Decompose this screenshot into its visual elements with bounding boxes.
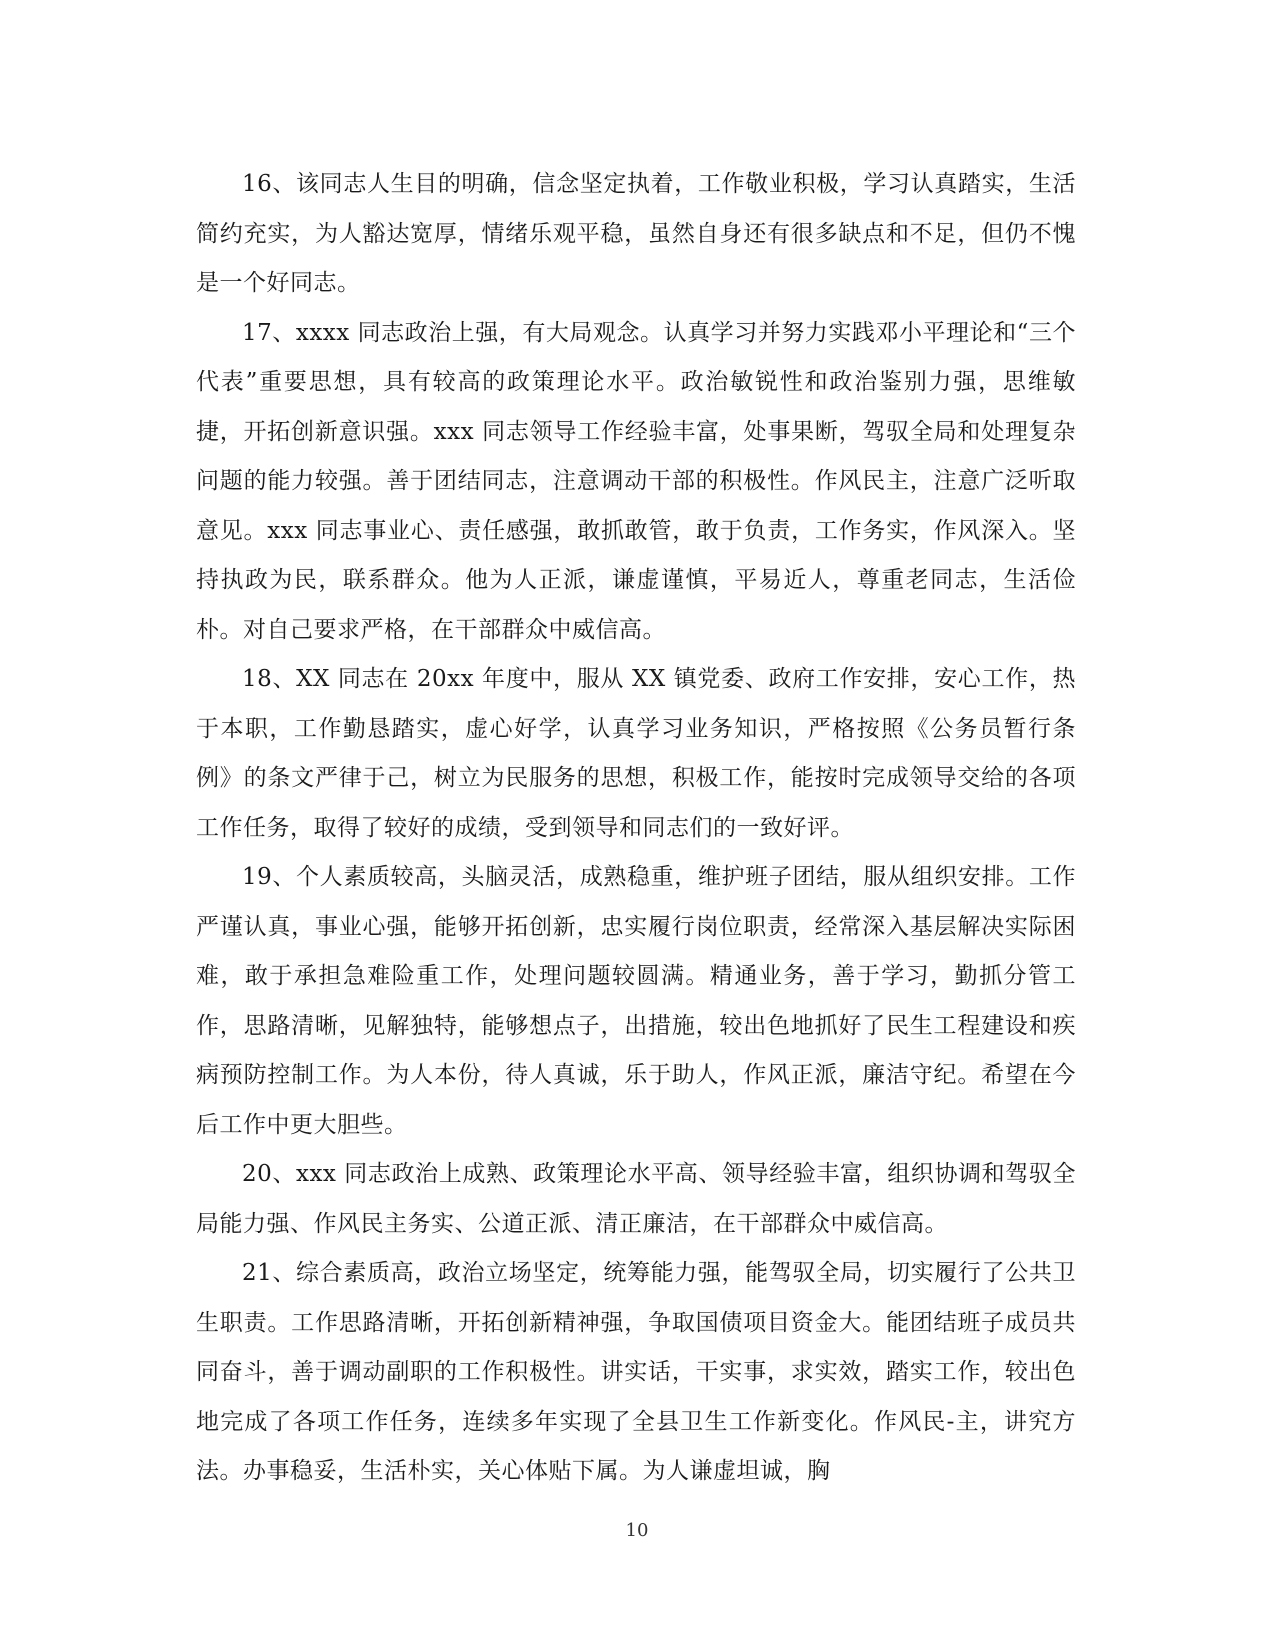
document-body bbox=[196, 160, 1076, 1497]
paragraph-17: 17、xxxx 同志政治上强，有大局观念。认真学习并努力实践邓小平理论和“三个代表”重要思想，具有较高的政策理论水平。政治敏锐性和政治鉴别力强，思维敏捷，开拓创新意识强。xxx 同志领导工作经验丰富，处事果断，驾驭全局和处理复杂问题的能力较强。善于团结同志，注意调动干部的积极性。作风民主，注意广泛听取意见。xxx 同志事业心、责任感强，敢抓敢管，敢于负责，工作务实，作风深入。坚持执政为民，联系群众。他为人正派，谦虚谨慎，平易近人，尊重老同志，生活俭朴。对自己要求严格，在干部群众中威信高。 bbox=[196, 319, 1076, 643]
page-number: 10 bbox=[625, 1520, 649, 1541]
paragraph-18: 18、XX 同志在 20xx 年度中，服从 XX 镇党委、政府工作安排，安心工作，热于本职，工作勤恳踏实，虚心好学，认真学习业务知识，严格按照《公务员暂行条例》的条文严律于己，树立为民服务的思想，积极工作，能按时完成领导交给的各项工作任务，取得了较好的成绩，受到领导和同志们的一致好评。 bbox=[196, 666, 1076, 841]
paragraph-19: 19、个人素质较高，头脑灵活，成熟稳重，维护班子团结，服从组织安排。工作严谨认真，事业心强，能够开拓创新，忠实履行岗位职责，经常深入基层解决实际困难，敢于承担急难险重工作，处理问题较圆满。精通业务，善于学习，勤抓分管工作，思路清晰，见解独特，能够想点子，出措施，较出色地抓好了民生工程建设和疾病预防控制工作。为人本份，待人真诚，乐于助人，作风正派，廉洁守纪。希望在今后工作中更大胆些。 bbox=[196, 864, 1076, 1138]
paragraph-21: 21、综合素质高，政治立场坚定，统筹能力强，能驾驭全局，切实履行了公共卫生职责。工作思路清晰，开拓创新精神强，争取国债项目资金大。能团结班子成员共同奋斗，善于调动副职的工作积极性。讲实话，干实事，求实效，踏实工作，较出色地完成了各项工作任务，连续多年实现了全县卫生工作新变化。作风民-主，讲究方法。办事稳妥，生活朴实，关心体贴下属。为人谦虚坦诚，胸 bbox=[196, 1260, 1076, 1484]
paragraph-16: 16、该同志人生目的明确，信念坚定执着，工作敬业积极，学习认真踏实，生活简约充实，为人豁达宽厚，情绪乐观平稳，虽然自身还有很多缺点和不足，但仍不愧是一个好同志。 bbox=[196, 171, 1076, 296]
paragraph-20: 20、xxx 同志政治上成熟、政策理论水平高、领导经验丰富，组织协调和驾驭全局能力强、作风民主务实、公道正派、清正廉洁，在干部群众中威信高。 bbox=[196, 1161, 1076, 1237]
